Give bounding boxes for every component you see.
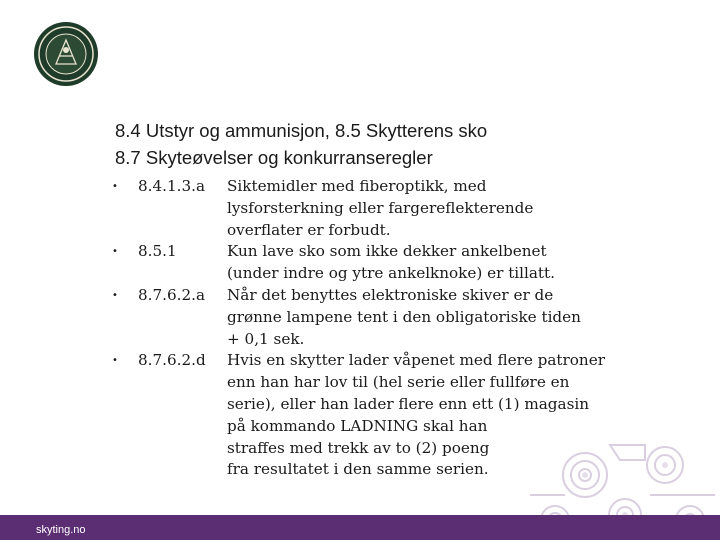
rule-text-line: overflater er forbudt.: [227, 220, 391, 239]
rule-text-line: fra resultatet i den samme serien.: [227, 460, 489, 479]
rule-code: 8.7.6.2.d: [138, 351, 206, 370]
bullet-icon: •: [112, 355, 118, 367]
title-line-1: 8.4 Utstyr og ammunisjon, 8.5 Skytterens sko: [115, 120, 488, 141]
rule-code: 8.4.1.3.a: [138, 177, 206, 195]
title-line-2: 8.7 Skyteøvelser og konkurranseregler: [115, 147, 433, 168]
footer-bar: [0, 515, 720, 540]
rule-text-line: Hvis en skytter lader våpenet med flere patroner: [227, 351, 605, 370]
federation-logo-icon: [32, 20, 100, 88]
rule-text-line: (under indre og ytre ankelknoke) er tillatt.: [227, 264, 555, 283]
rule-text-line: + 0,1 sek.: [227, 329, 305, 348]
rule-text-line: grønne lampene tent i den obligatoriske tiden: [227, 307, 581, 326]
rule-text-line: Siktemidler med fiberoptikk, med: [227, 177, 487, 195]
rule-code: 8.7.6.2.a: [138, 285, 206, 304]
rule-text-line: lysforsterkning eller fargereflekterende: [227, 198, 534, 217]
rule-text-line: på kommando LADNING skal han: [227, 416, 488, 435]
bullet-icon: •: [112, 246, 118, 258]
rule-text-line: Når det benyttes elektroniske skiver er de: [227, 285, 554, 304]
rule-text-line: enn han har lov til (hel serie eller fullføre en: [227, 373, 570, 392]
page-title: [115, 117, 705, 171]
bullet-icon: •: [112, 289, 118, 301]
rule-item: [110, 176, 710, 241]
rule-text-line: straffes med trekk av to (2) poeng: [227, 438, 490, 457]
rule-item: [110, 241, 710, 285]
footer-site-link[interactable]: skyting.no: [36, 524, 86, 536]
rule-text-line: serie), eller han lader flere enn ett (1) magasin: [227, 394, 590, 413]
rule-code: 8.5.1: [138, 242, 177, 261]
rule-text-line: Kun lave sko som ikke dekker ankelbenet: [227, 242, 547, 261]
rule-item: [110, 285, 710, 350]
bullet-icon: •: [112, 181, 118, 192]
